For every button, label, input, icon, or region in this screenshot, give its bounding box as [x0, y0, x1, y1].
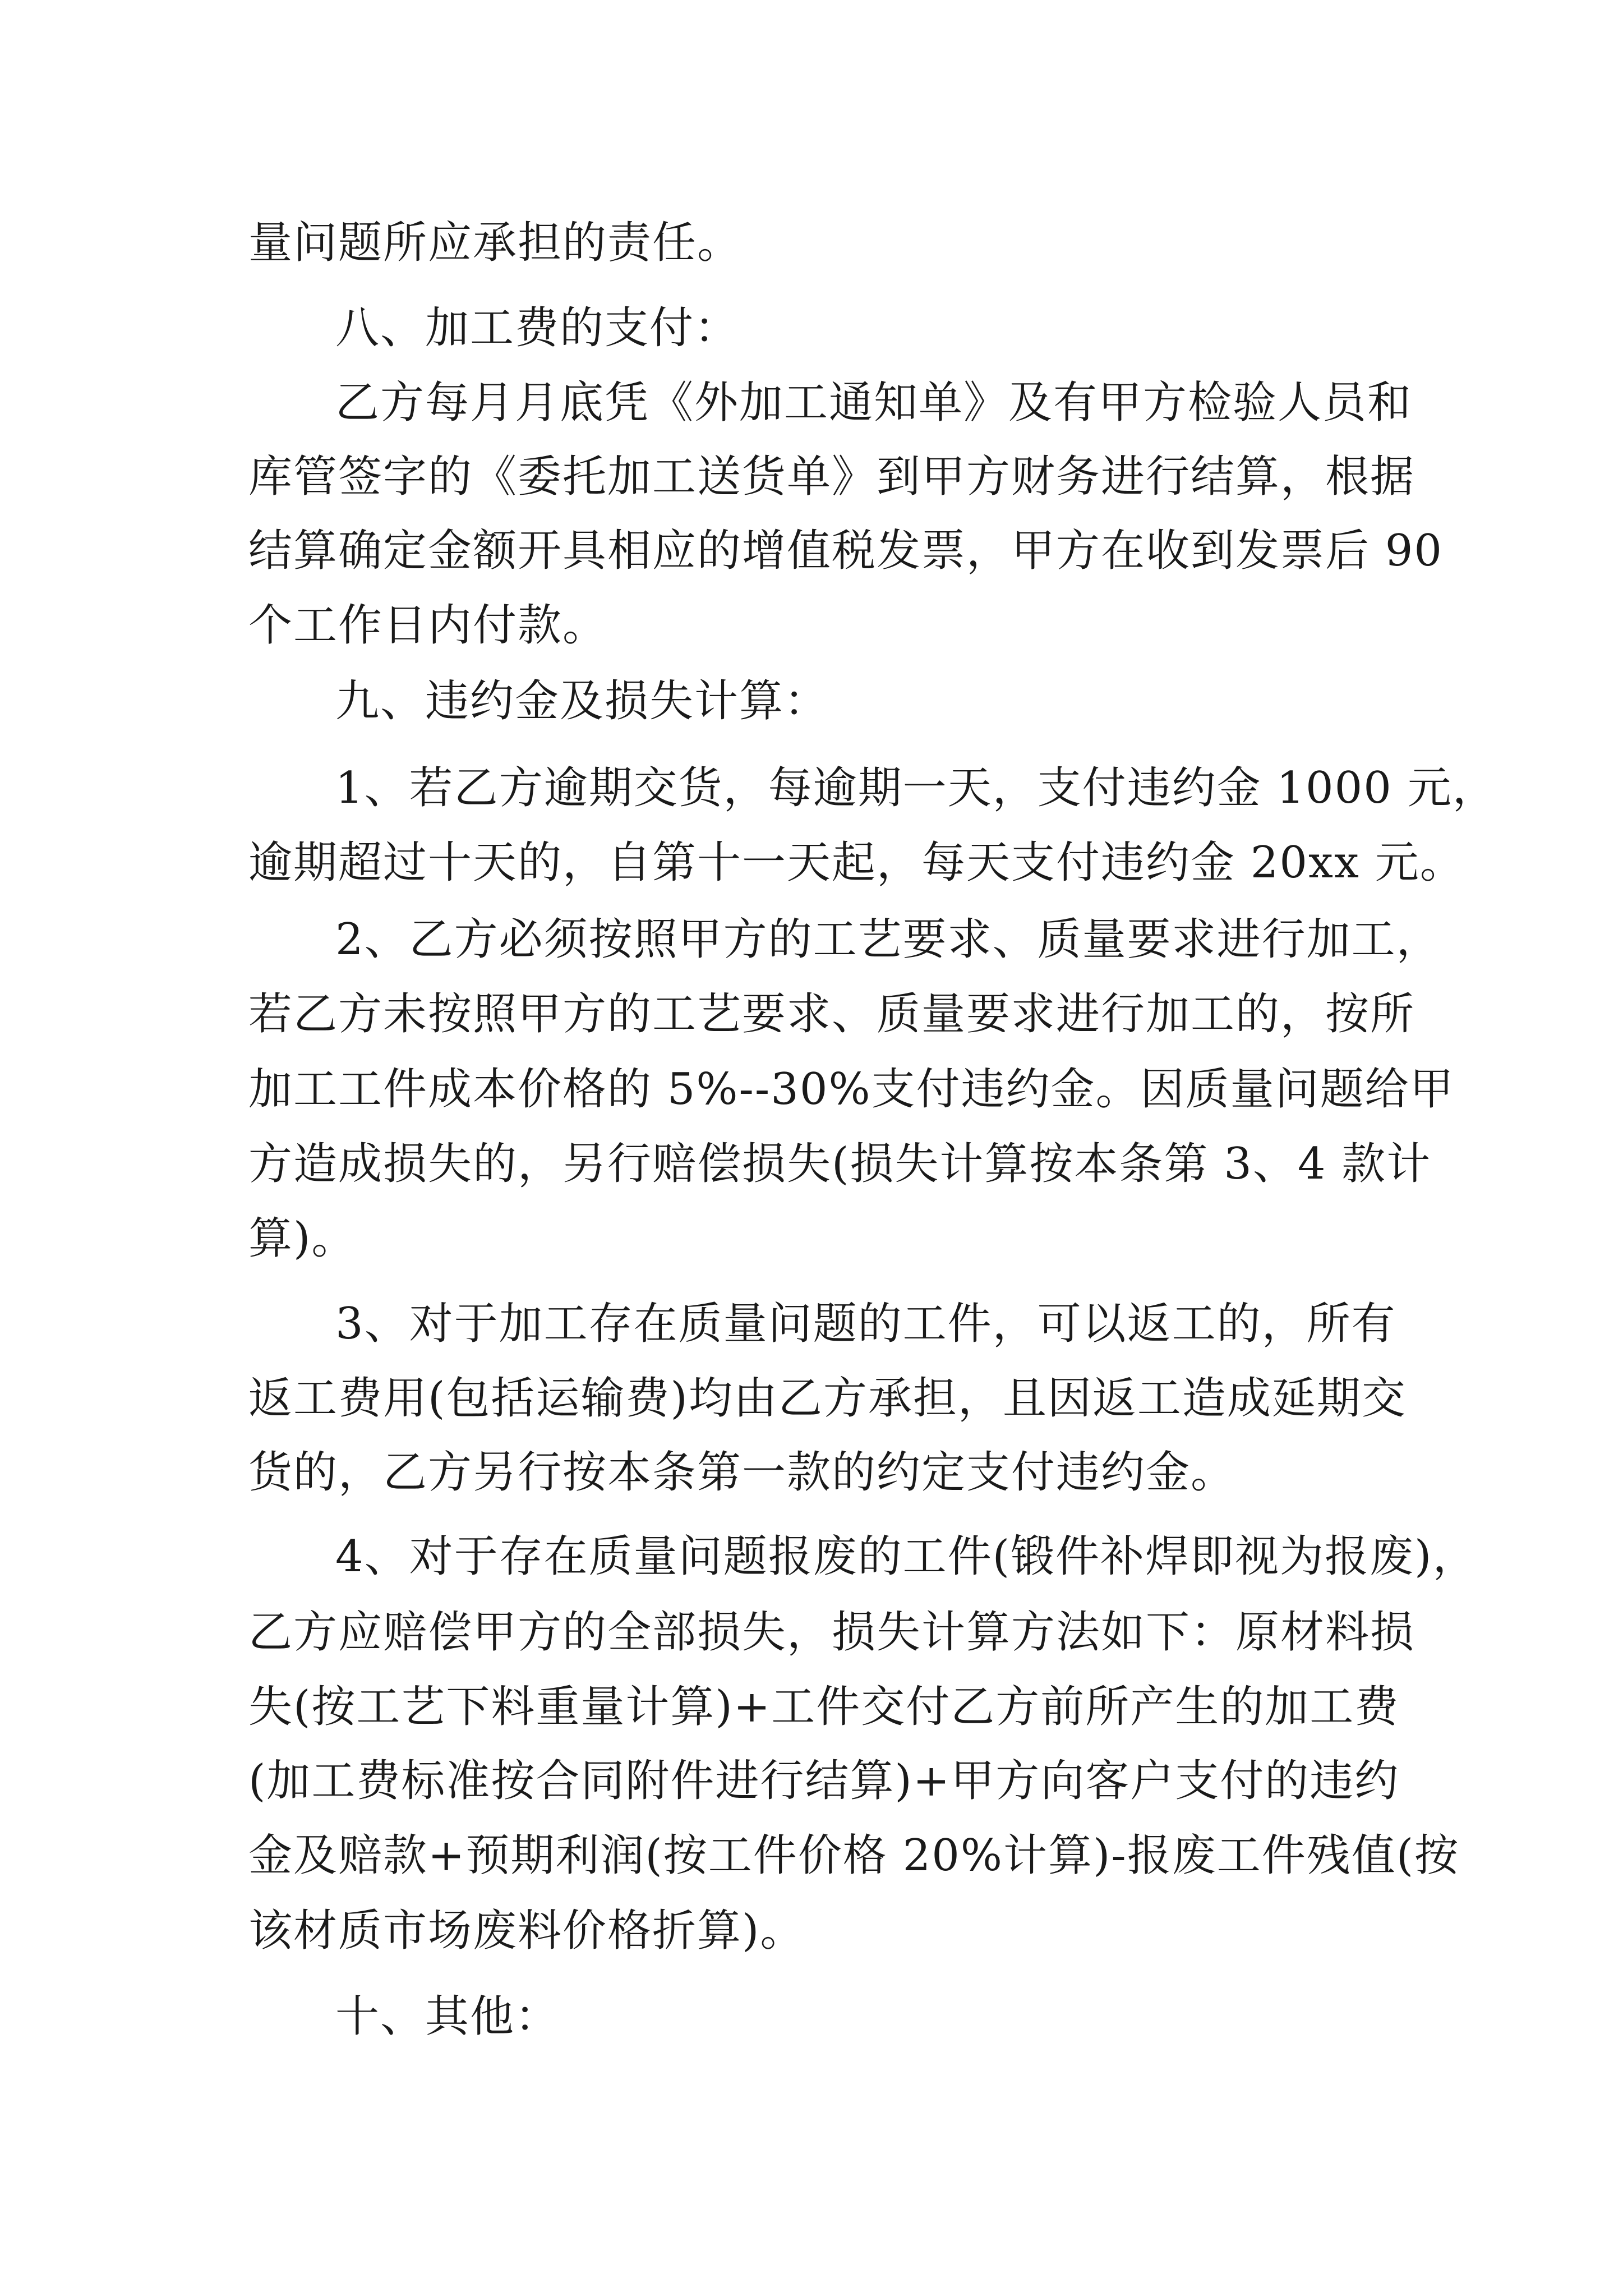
- text-line-10: 2、乙方必须按照甲方的工艺要求、质量要求进行加工，: [335, 914, 1441, 965]
- text-line-14: 算)。: [248, 1213, 357, 1264]
- text-line-18: 4、对于存在质量问题报废的工件(锻件补焊即视为报废)，: [335, 1531, 1478, 1582]
- text-line-9: 逾期超过十天的，自第十一天起，每天支付违约金 20xx 元。: [248, 838, 1465, 888]
- text-line-16: 返工费用(包括运输费)均由乙方承担，且因返工造成延期交: [248, 1373, 1407, 1424]
- section-heading-10: 十、其他：: [335, 1991, 560, 2042]
- text-line-3: 乙方每月月底凭《外加工通知单》及有甲方检验人员和: [335, 378, 1413, 428]
- text-line-5: 结算确定金额开具相应的增值税发票，甲方在收到发票后 90: [248, 526, 1444, 576]
- text-line-11: 若乙方未按照甲方的工艺要求、质量要求进行加工的，按所: [248, 989, 1415, 1039]
- text-line-22: 金及赔款+预期利润(按工件价格 20%计算)-报废工件残值(按: [248, 1830, 1460, 1881]
- text-line-20: 失(按工艺下料重量计算)+工件交付乙方前所产生的加工费: [248, 1682, 1400, 1732]
- text-line-21: (加工费标准按合同附件进行结算)+甲方向客户支付的违约: [248, 1756, 1400, 1806]
- text-line-17: 货的，乙方另行按本条第一款的约定支付违约金。: [248, 1447, 1236, 1498]
- text-line-23: 该材质市场废料价格折算)。: [248, 1906, 805, 1956]
- text-line-4: 库管签字的《委托加工送货单》到甲方财务进行结算，根据: [248, 452, 1415, 502]
- section-heading-9: 九、违约金及损失计算：: [335, 676, 829, 726]
- text-line-1: 量问题所应承担的责任。: [248, 218, 743, 268]
- section-heading-8: 八、加工费的支付：: [335, 303, 740, 353]
- text-line-8: 1、若乙方逾期交货，每逾期一天，支付违约金 1000 元，: [335, 763, 1497, 813]
- text-line-6: 个工作日内付款。: [248, 600, 608, 651]
- text-line-19: 乙方应赔偿甲方的全部损失，损失计算方法如下：原材料损: [248, 1607, 1415, 1658]
- text-line-15: 3、对于加工存在质量问题的工件，可以返工的，所有: [335, 1299, 1396, 1349]
- text-line-13: 方造成损失的，另行赔偿损失(损失计算按本条第 3、4 款计: [248, 1139, 1432, 1189]
- text-line-12: 加工工件成本价格的 5%--30%支付违约金。因质量问题给甲: [248, 1064, 1455, 1115]
